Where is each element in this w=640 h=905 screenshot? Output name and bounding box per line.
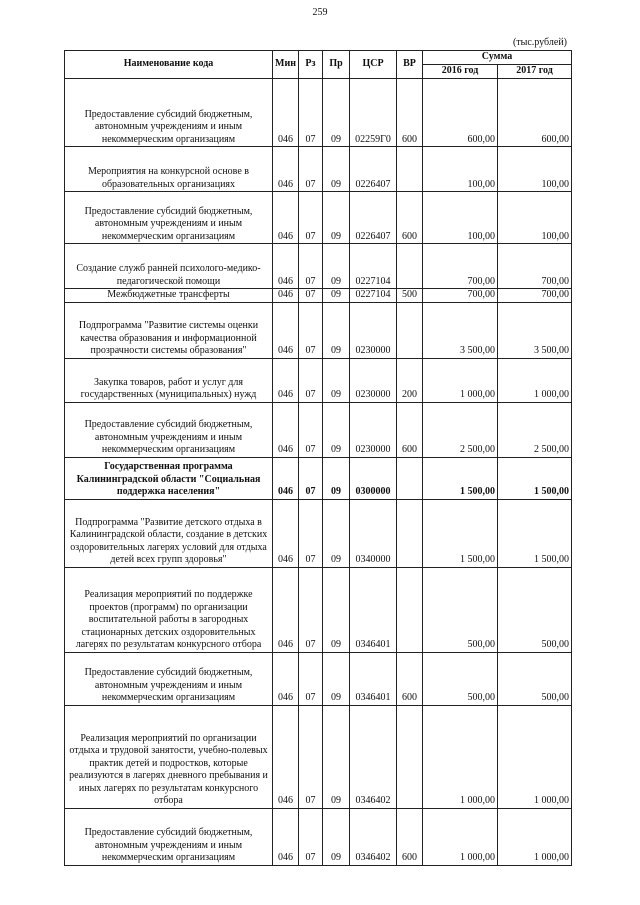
row-min: 046 — [273, 79, 299, 147]
row-name: Межбюджетные трансферты — [65, 289, 273, 303]
row-sum-2017: 100,00 — [498, 147, 572, 192]
row-pr: 09 — [323, 358, 350, 402]
row-vr: 600 — [397, 79, 423, 147]
row-rz: 07 — [299, 192, 323, 244]
row-vr: 600 — [397, 808, 423, 865]
row-sum-2016: 100,00 — [423, 192, 498, 244]
row-min: 046 — [273, 147, 299, 192]
row-csr: 0300000 — [350, 457, 397, 499]
row-rz: 07 — [299, 499, 323, 567]
row-name: Мероприятия на конкурсной основе в образовательных организациях — [65, 147, 273, 192]
row-csr: 0226407 — [350, 147, 397, 192]
row-pr: 09 — [323, 402, 350, 457]
row-name: Предоставление субсидий бюджетным, автономным учреждениям и иным некоммерческим организациям — [65, 402, 273, 457]
page-number: 259 — [312, 7, 328, 18]
row-name: Создание служб ранней психолого-медико-педагогической помощи — [65, 244, 273, 289]
row-sum-2016: 700,00 — [423, 244, 498, 289]
row-rz: 07 — [299, 358, 323, 402]
row-min: 046 — [273, 358, 299, 402]
row-vr — [397, 457, 423, 499]
table-row — [65, 808, 572, 865]
header-min: Мин — [273, 51, 299, 79]
row-sum-2017: 3 500,00 — [498, 302, 572, 358]
row-pr: 09 — [323, 192, 350, 244]
row-min: 046 — [273, 457, 299, 499]
row-vr: 500 — [397, 289, 423, 303]
row-vr: 200 — [397, 358, 423, 402]
row-rz: 07 — [299, 79, 323, 147]
table-row — [65, 244, 572, 289]
row-name: Подпрограмма "Развитие детского отдыха в Калининградской области, создание в детских оздоровительных лагерях условий для отдыха детей всех групп здоровья" — [65, 499, 273, 567]
row-vr: 600 — [397, 192, 423, 244]
row-sum-2016: 100,00 — [423, 147, 498, 192]
row-rz: 07 — [299, 808, 323, 865]
row-vr — [397, 302, 423, 358]
row-pr: 09 — [323, 705, 350, 808]
header-rz: Рз — [299, 51, 323, 79]
row-min: 046 — [273, 499, 299, 567]
row-rz: 07 — [299, 289, 323, 303]
header-vr: ВР — [397, 51, 423, 79]
table-row — [65, 652, 572, 705]
row-pr: 09 — [323, 79, 350, 147]
row-csr: 0346401 — [350, 652, 397, 705]
row-pr: 09 — [323, 457, 350, 499]
table-row — [65, 705, 572, 808]
row-csr: 0346401 — [350, 567, 397, 652]
row-name: Предоставление субсидий бюджетным, автономным учреждениям и иным некоммерческим организациям — [65, 808, 273, 865]
row-pr: 09 — [323, 499, 350, 567]
table-row — [65, 499, 572, 567]
row-vr — [397, 499, 423, 567]
table-row — [65, 402, 572, 457]
row-name: Реализация мероприятий по организации отдыха и трудовой занятости, учебно-полевых практик детей и подростков, которые реализуются в лагерях дневного пребывания и иных лагерях по результатам конкурсного отбора — [65, 705, 273, 808]
row-min: 046 — [273, 705, 299, 808]
row-rz: 07 — [299, 567, 323, 652]
row-name: Предоставление субсидий бюджетным, автономным учреждениям и иным некоммерческим организациям — [65, 652, 273, 705]
row-csr: 0227104 — [350, 244, 397, 289]
row-sum-2016: 1 000,00 — [423, 808, 498, 865]
row-csr: 0346402 — [350, 705, 397, 808]
row-csr: 0230000 — [350, 302, 397, 358]
row-min: 046 — [273, 808, 299, 865]
table-body — [65, 79, 572, 866]
row-pr: 09 — [323, 652, 350, 705]
row-sum-2017: 1 500,00 — [498, 499, 572, 567]
row-rz: 07 — [299, 457, 323, 499]
row-sum-2017: 1 000,00 — [498, 808, 572, 865]
row-sum-2017: 700,00 — [498, 244, 572, 289]
header-2017: 2017 год — [498, 65, 572, 79]
row-rz: 07 — [299, 402, 323, 457]
row-sum-2017: 500,00 — [498, 652, 572, 705]
table-row — [65, 457, 572, 499]
row-sum-2016: 500,00 — [423, 567, 498, 652]
row-csr: 0227104 — [350, 289, 397, 303]
row-vr: 600 — [397, 402, 423, 457]
row-min: 046 — [273, 402, 299, 457]
header-csr: ЦСР — [350, 51, 397, 79]
row-csr: 0226407 — [350, 192, 397, 244]
row-csr: 02259Г0 — [350, 79, 397, 147]
row-sum-2016: 1 000,00 — [423, 705, 498, 808]
row-sum-2016: 1 500,00 — [423, 499, 498, 567]
header-pr: Пр — [323, 51, 350, 79]
row-min: 046 — [273, 244, 299, 289]
row-name: Предоставление субсидий бюджетным, автономным учреждениям и иным некоммерческим организациям — [65, 192, 273, 244]
budget-table — [64, 50, 572, 866]
row-min: 046 — [273, 192, 299, 244]
header-2016: 2016 год — [423, 65, 498, 79]
row-vr — [397, 244, 423, 289]
row-sum-2017: 500,00 — [498, 567, 572, 652]
row-pr: 09 — [323, 289, 350, 303]
row-name: Государственная программа Калининградской области "Социальная поддержка населения" — [65, 457, 273, 499]
table-row — [65, 192, 572, 244]
row-sum-2016: 600,00 — [423, 79, 498, 147]
row-vr — [397, 705, 423, 808]
row-sum-2016: 2 500,00 — [423, 402, 498, 457]
header-name: Наименование кода — [65, 51, 273, 79]
row-pr: 09 — [323, 244, 350, 289]
row-sum-2016: 700,00 — [423, 289, 498, 303]
row-csr: 0230000 — [350, 402, 397, 457]
row-min: 046 — [273, 567, 299, 652]
row-rz: 07 — [299, 652, 323, 705]
table-row — [65, 147, 572, 192]
table-row — [65, 302, 572, 358]
row-name: Предоставление субсидий бюджетным, автономным учреждениям и иным некоммерческим организациям — [65, 79, 273, 147]
table-row — [65, 358, 572, 402]
row-vr — [397, 147, 423, 192]
row-sum-2016: 1 500,00 — [423, 457, 498, 499]
row-rz: 07 — [299, 302, 323, 358]
row-csr: 0340000 — [350, 499, 397, 567]
row-sum-2017: 1 000,00 — [498, 358, 572, 402]
row-sum-2017: 700,00 — [498, 289, 572, 303]
row-csr: 0230000 — [350, 358, 397, 402]
row-pr: 09 — [323, 302, 350, 358]
row-rz: 07 — [299, 244, 323, 289]
row-name: Подпрограмма "Развитие системы оценки качества образования и информационной прозрачности системы образования" — [65, 302, 273, 358]
table-row — [65, 79, 572, 147]
row-sum-2017: 2 500,00 — [498, 402, 572, 457]
table-row — [65, 289, 572, 303]
row-min: 046 — [273, 652, 299, 705]
unit-note: (тыс.рублей) — [512, 37, 567, 48]
row-rz: 07 — [299, 705, 323, 808]
row-sum-2017: 1 500,00 — [498, 457, 572, 499]
row-min: 046 — [273, 289, 299, 303]
row-name: Реализация мероприятий по поддержке проектов (программ) по организации воспитательной работы в загородных стационарных детских оздоровительных лагерях по результатам конкурсного отбора — [65, 567, 273, 652]
table-row — [65, 567, 572, 652]
row-sum-2016: 3 500,00 — [423, 302, 498, 358]
row-sum-2017: 1 000,00 — [498, 705, 572, 808]
row-vr — [397, 567, 423, 652]
row-sum-2016: 1 000,00 — [423, 358, 498, 402]
row-sum-2017: 100,00 — [498, 192, 572, 244]
row-csr: 0346402 — [350, 808, 397, 865]
row-pr: 09 — [323, 567, 350, 652]
row-min: 046 — [273, 302, 299, 358]
row-name: Закупка товаров, работ и услуг для государственных (муниципальных) нужд — [65, 358, 273, 402]
row-vr: 600 — [397, 652, 423, 705]
row-pr: 09 — [323, 147, 350, 192]
row-rz: 07 — [299, 147, 323, 192]
row-sum-2017: 600,00 — [498, 79, 572, 147]
row-pr: 09 — [323, 808, 350, 865]
header-sum: Сумма — [423, 51, 572, 65]
row-sum-2016: 500,00 — [423, 652, 498, 705]
